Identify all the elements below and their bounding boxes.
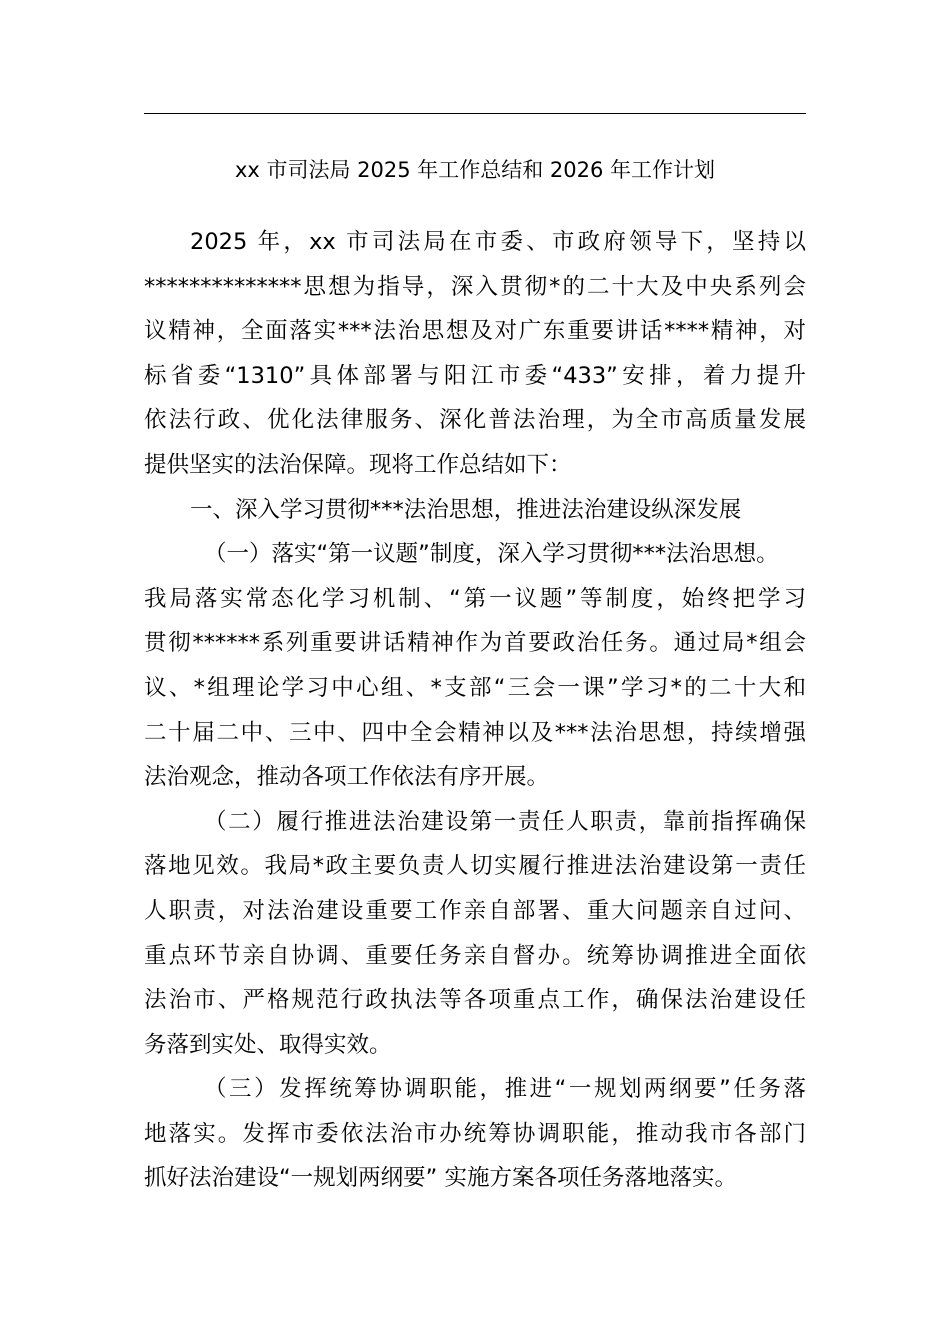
paragraph-line: 2025 年，xx 市司法局在市委、市政府领导下，坚持以 bbox=[190, 229, 806, 255]
paragraph-line: **************思想为指导，深入贯彻*的二十大及中央系列会 bbox=[144, 273, 806, 300]
subsection-heading: （三）发挥统筹协调职能，推进“一规划两纲要”任务落 bbox=[204, 1076, 806, 1103]
paragraph-line: 人职责，对法治建设重要工作亲自部署、重大问题亲自过问、 bbox=[144, 897, 806, 924]
document-title: xx 市司法局 2025 年工作总结和 2026 年工作计划 bbox=[234, 158, 716, 182]
paragraph-line: 地落实。发挥市委依法治市办统筹协调职能，推动我市各部门 bbox=[144, 1120, 806, 1147]
paragraph-line: 法治观念，推动各项工作依法有序开展。 bbox=[144, 764, 550, 791]
paragraph-line: 务落到实处、取得实效。 bbox=[144, 1031, 392, 1058]
paragraph-line: 提供坚实的法治保障。现将工作总结如下： bbox=[144, 451, 572, 478]
section-heading: 一、深入学习贯彻***法治思想，推进法治建设纵深发展 bbox=[190, 496, 742, 523]
paragraph-line: 贯彻******系列重要讲话精神作为首要政治任务。通过局*组会 bbox=[144, 630, 806, 657]
subsection-heading: （二）履行推进法治建设第一责任人职责，靠前指挥确保 bbox=[204, 808, 806, 835]
paragraph-line: 议、*组理论学习中心组、*支部“三会一课”学习*的二十大和 bbox=[144, 674, 806, 701]
header-rule bbox=[144, 113, 806, 114]
paragraph-line: 议精神，全面落实***法治思想及对广东重要讲话****精神，对 bbox=[144, 318, 806, 345]
paragraph-line: 我局落实常态化学习机制、“第一议题”等制度，始终把学习 bbox=[144, 585, 806, 612]
paragraph-line: 法治市、严格规范行政执法等各项重点工作，确保法治建设任 bbox=[144, 987, 806, 1014]
paragraph-line: 重点环节亲自协调、重要任务亲自督办。统筹协调推进全面依 bbox=[144, 942, 806, 969]
paragraph-line: 二十届二中、三中、四中全会精神以及***法治思想，持续增强 bbox=[144, 719, 806, 746]
paragraph-line: 落地见效。我局*政主要负责人切实履行推进法治建设第一责任 bbox=[144, 853, 806, 880]
document-body bbox=[144, 220, 806, 1201]
paragraph-line: 标省委“1310”具体部署与阳江市委“433”安排，着力提升 bbox=[144, 362, 806, 389]
paragraph-line: 抓好法治建设“一规划两纲要” 实施方案各项任务落地落实。 bbox=[144, 1165, 737, 1192]
subsection-heading: （一）落实“第一议题”制度，深入学习贯彻***法治思想。 bbox=[204, 541, 779, 568]
paragraph-line: 依法行政、优化法律服务、深化普法治理，为全市高质量发展 bbox=[144, 407, 806, 434]
